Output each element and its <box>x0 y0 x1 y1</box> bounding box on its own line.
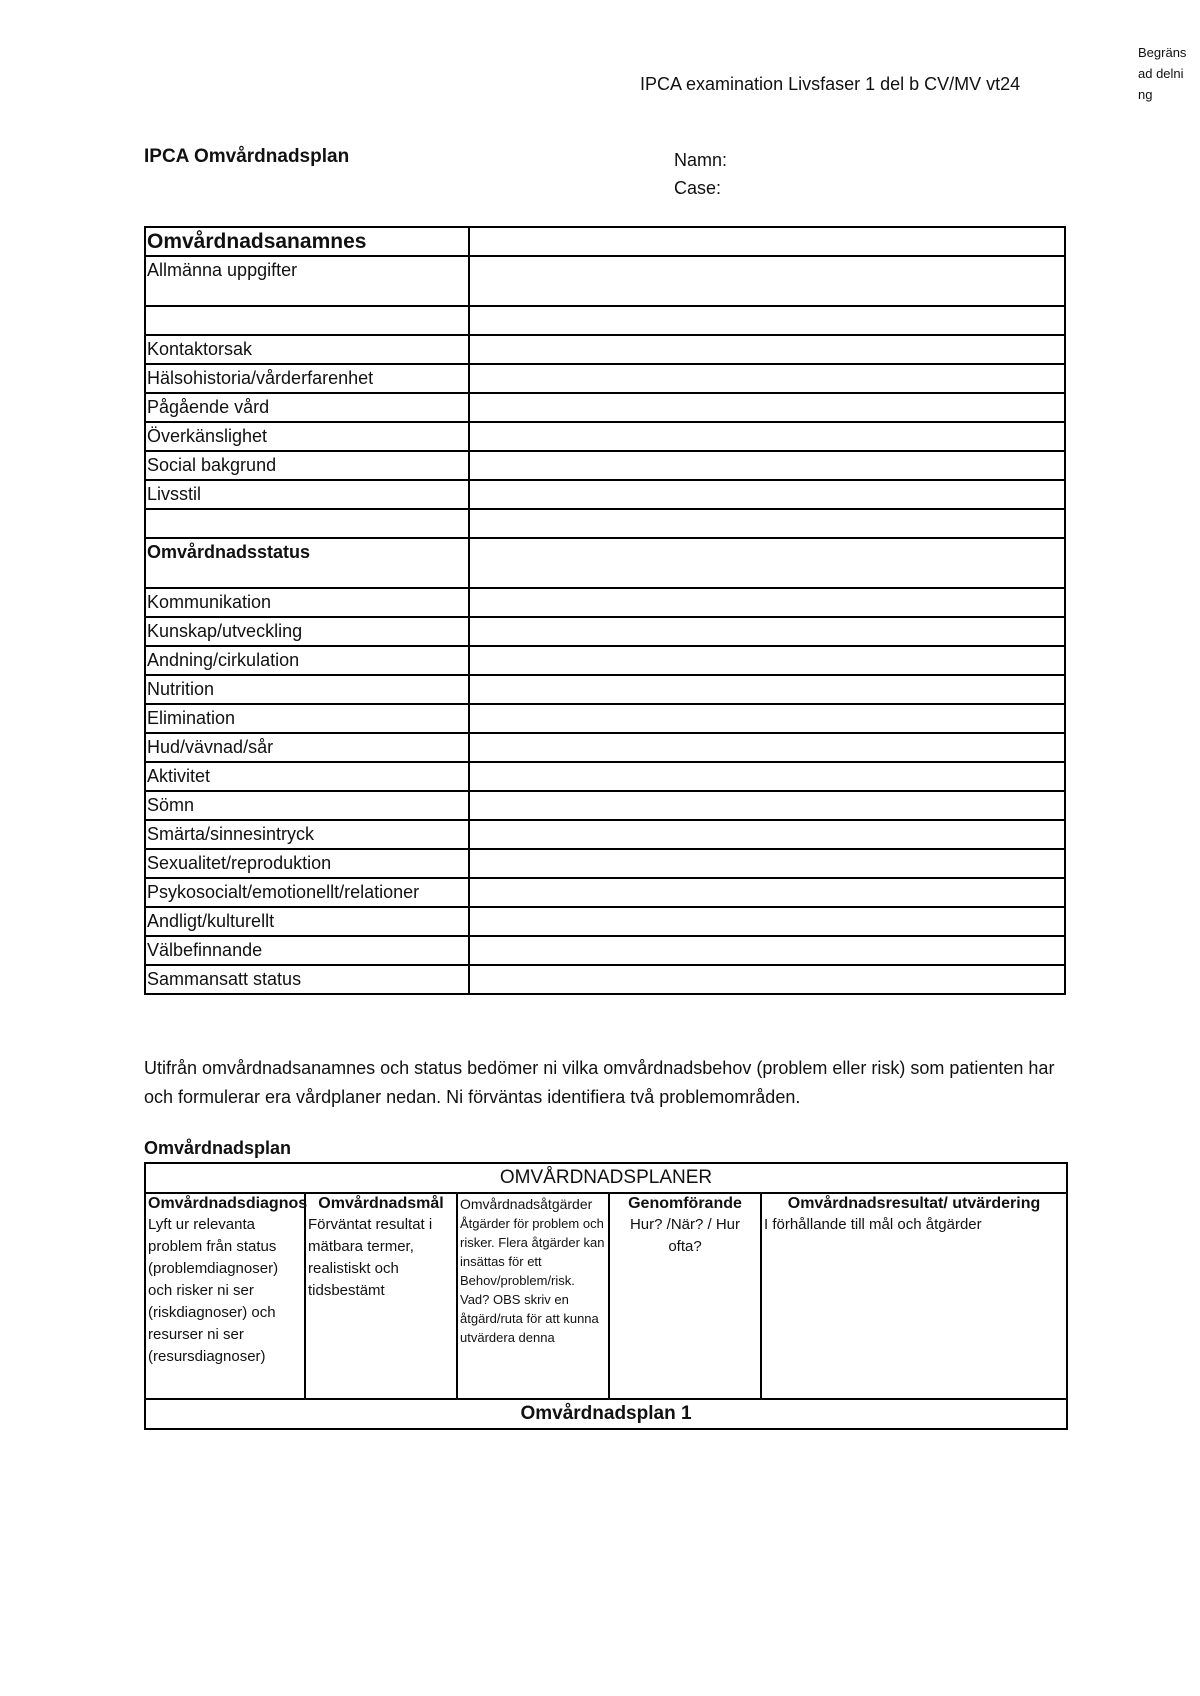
goal-description: Förväntat resultat i mätbara termer, realistiskt och tidsbestämt <box>308 1216 433 1299</box>
status-row-label: Kunskap/utveckling <box>145 617 469 646</box>
diagnosis-header: Omvårdnadsdiagnos <box>148 1195 308 1212</box>
diagnosis-description: Lyft ur relevanta problem från status (problemdiagnoser) och risker ni ser (riskdiagnoser) och resurser ni ser (resursdiagnoser) <box>148 1216 279 1365</box>
status-row-value[interactable] <box>469 791 1065 820</box>
actions-header: Omvårdnadsåtgärder <box>460 1196 593 1212</box>
status-row-value[interactable] <box>469 936 1065 965</box>
status-row-label: Andning/cirkulation <box>145 646 469 675</box>
anamnes-row-value[interactable] <box>469 480 1065 509</box>
anamnes-row-label: Livsstil <box>145 480 469 509</box>
status-row-value[interactable] <box>469 907 1065 936</box>
general-info-value[interactable] <box>469 256 1065 306</box>
anamnes-row-value[interactable] <box>469 335 1065 364</box>
document-header: IPCA examination Livsfaser 1 del b CV/MV vt24 <box>640 74 1021 94</box>
status-row-value[interactable] <box>469 849 1065 878</box>
anamnes-row-value[interactable] <box>469 393 1065 422</box>
anamnes-heading: Omvårdnadsanamnes <box>145 227 469 256</box>
status-row-label: Sammansatt status <box>145 965 469 994</box>
status-row-value[interactable] <box>469 646 1065 675</box>
status-row-value[interactable] <box>469 733 1065 762</box>
empty-row-label <box>145 306 469 335</box>
care-plans-table <box>144 1162 1068 1430</box>
status-row-label: Kommunikation <box>145 588 469 617</box>
implementation-description: Hur? /När? / Hur ofta? <box>629 1216 741 1255</box>
anamnes-row-label: Pågående vård <box>145 393 469 422</box>
goal-column[interactable] <box>305 1193 457 1399</box>
status-row-value[interactable] <box>469 617 1065 646</box>
status-row-value[interactable] <box>469 762 1065 791</box>
status-row-value[interactable] <box>469 820 1065 849</box>
anamnes-row-value[interactable] <box>469 364 1065 393</box>
actions-column[interactable] <box>457 1193 609 1399</box>
implementation-header: Genomförande <box>628 1195 742 1212</box>
implementation-column[interactable] <box>609 1193 761 1399</box>
case-label: Case: <box>674 178 722 198</box>
status-row-label: Psykosocialt/emotionellt/relationer <box>145 878 469 907</box>
plans-banner: OMVÅRDNADSPLANER <box>145 1163 1067 1193</box>
general-info-label: Allmänna uppgifter <box>145 256 469 306</box>
status-row-value[interactable] <box>469 704 1065 733</box>
anamnes-heading-value[interactable] <box>469 227 1065 256</box>
anamnes-row-value[interactable] <box>469 422 1065 451</box>
anamnes-row-label: Social bakgrund <box>145 451 469 480</box>
evaluation-column[interactable] <box>761 1193 1067 1399</box>
actions-description: Åtgärder för problem och risker. Flera åtgärder kan insättas för ett Behov/problem/risk. Vad? OBS skriv en åtgärd/ruta för att kunna utvärdera denna <box>460 1216 605 1345</box>
status-row-value[interactable] <box>469 965 1065 994</box>
anamnes-row-label: Överkänslighet <box>145 422 469 451</box>
anamnes-row-value[interactable] <box>469 451 1065 480</box>
document-title: IPCA Omvårdnadsplan <box>144 146 350 167</box>
instruction-paragraph: Utifrån omvårdnadsanamnes och status bedömer ni vilka omvårdnadsbehov (problem eller risk) som patienten har och formulerar era vårdplaner nedan. Ni förväntas identifiera två problemområden. <box>144 1058 1055 1107</box>
anamnes-table <box>144 226 1066 995</box>
status-row-label: Sexualitet/reproduktion <box>145 849 469 878</box>
status-row-label: Elimination <box>145 704 469 733</box>
anamnes-row-label: Hälsohistoria/vårderfarenhet <box>145 364 469 393</box>
plan-heading: Omvårdnadsplan <box>144 1138 292 1158</box>
name-label: Namn: <box>674 150 728 170</box>
status-heading-value[interactable] <box>469 538 1065 588</box>
status-row-value[interactable] <box>469 675 1065 704</box>
classification-label: Begränsad delning <box>1138 45 1187 102</box>
status-row-label: Nutrition <box>145 675 469 704</box>
status-row-label: Smärta/sinnesintryck <box>145 820 469 849</box>
status-row-label: Hud/vävnad/sår <box>145 733 469 762</box>
evaluation-description: I förhållande till mål och åtgärder <box>764 1216 982 1233</box>
anamnes-row-label: Kontaktorsak <box>145 335 469 364</box>
empty-row-value[interactable] <box>469 509 1065 538</box>
name-case-block <box>674 146 727 202</box>
status-row-label: Välbefinnande <box>145 936 469 965</box>
status-row-label: Sömn <box>145 791 469 820</box>
status-row-value[interactable] <box>469 878 1065 907</box>
empty-row-label <box>145 509 469 538</box>
empty-row-value[interactable] <box>469 306 1065 335</box>
status-row-label: Aktivitet <box>145 762 469 791</box>
plan-1-label: Omvårdnadsplan 1 <box>145 1399 1067 1429</box>
diagnosis-column[interactable] <box>145 1193 308 1399</box>
status-row-label: Andligt/kulturellt <box>145 907 469 936</box>
status-heading: Omvårdnadsstatus <box>145 538 469 588</box>
evaluation-header: Omvårdnadsresultat/ utvärdering <box>787 1195 1041 1212</box>
status-row-value[interactable] <box>469 588 1065 617</box>
goal-header: Omvårdnadsmål <box>318 1195 444 1212</box>
